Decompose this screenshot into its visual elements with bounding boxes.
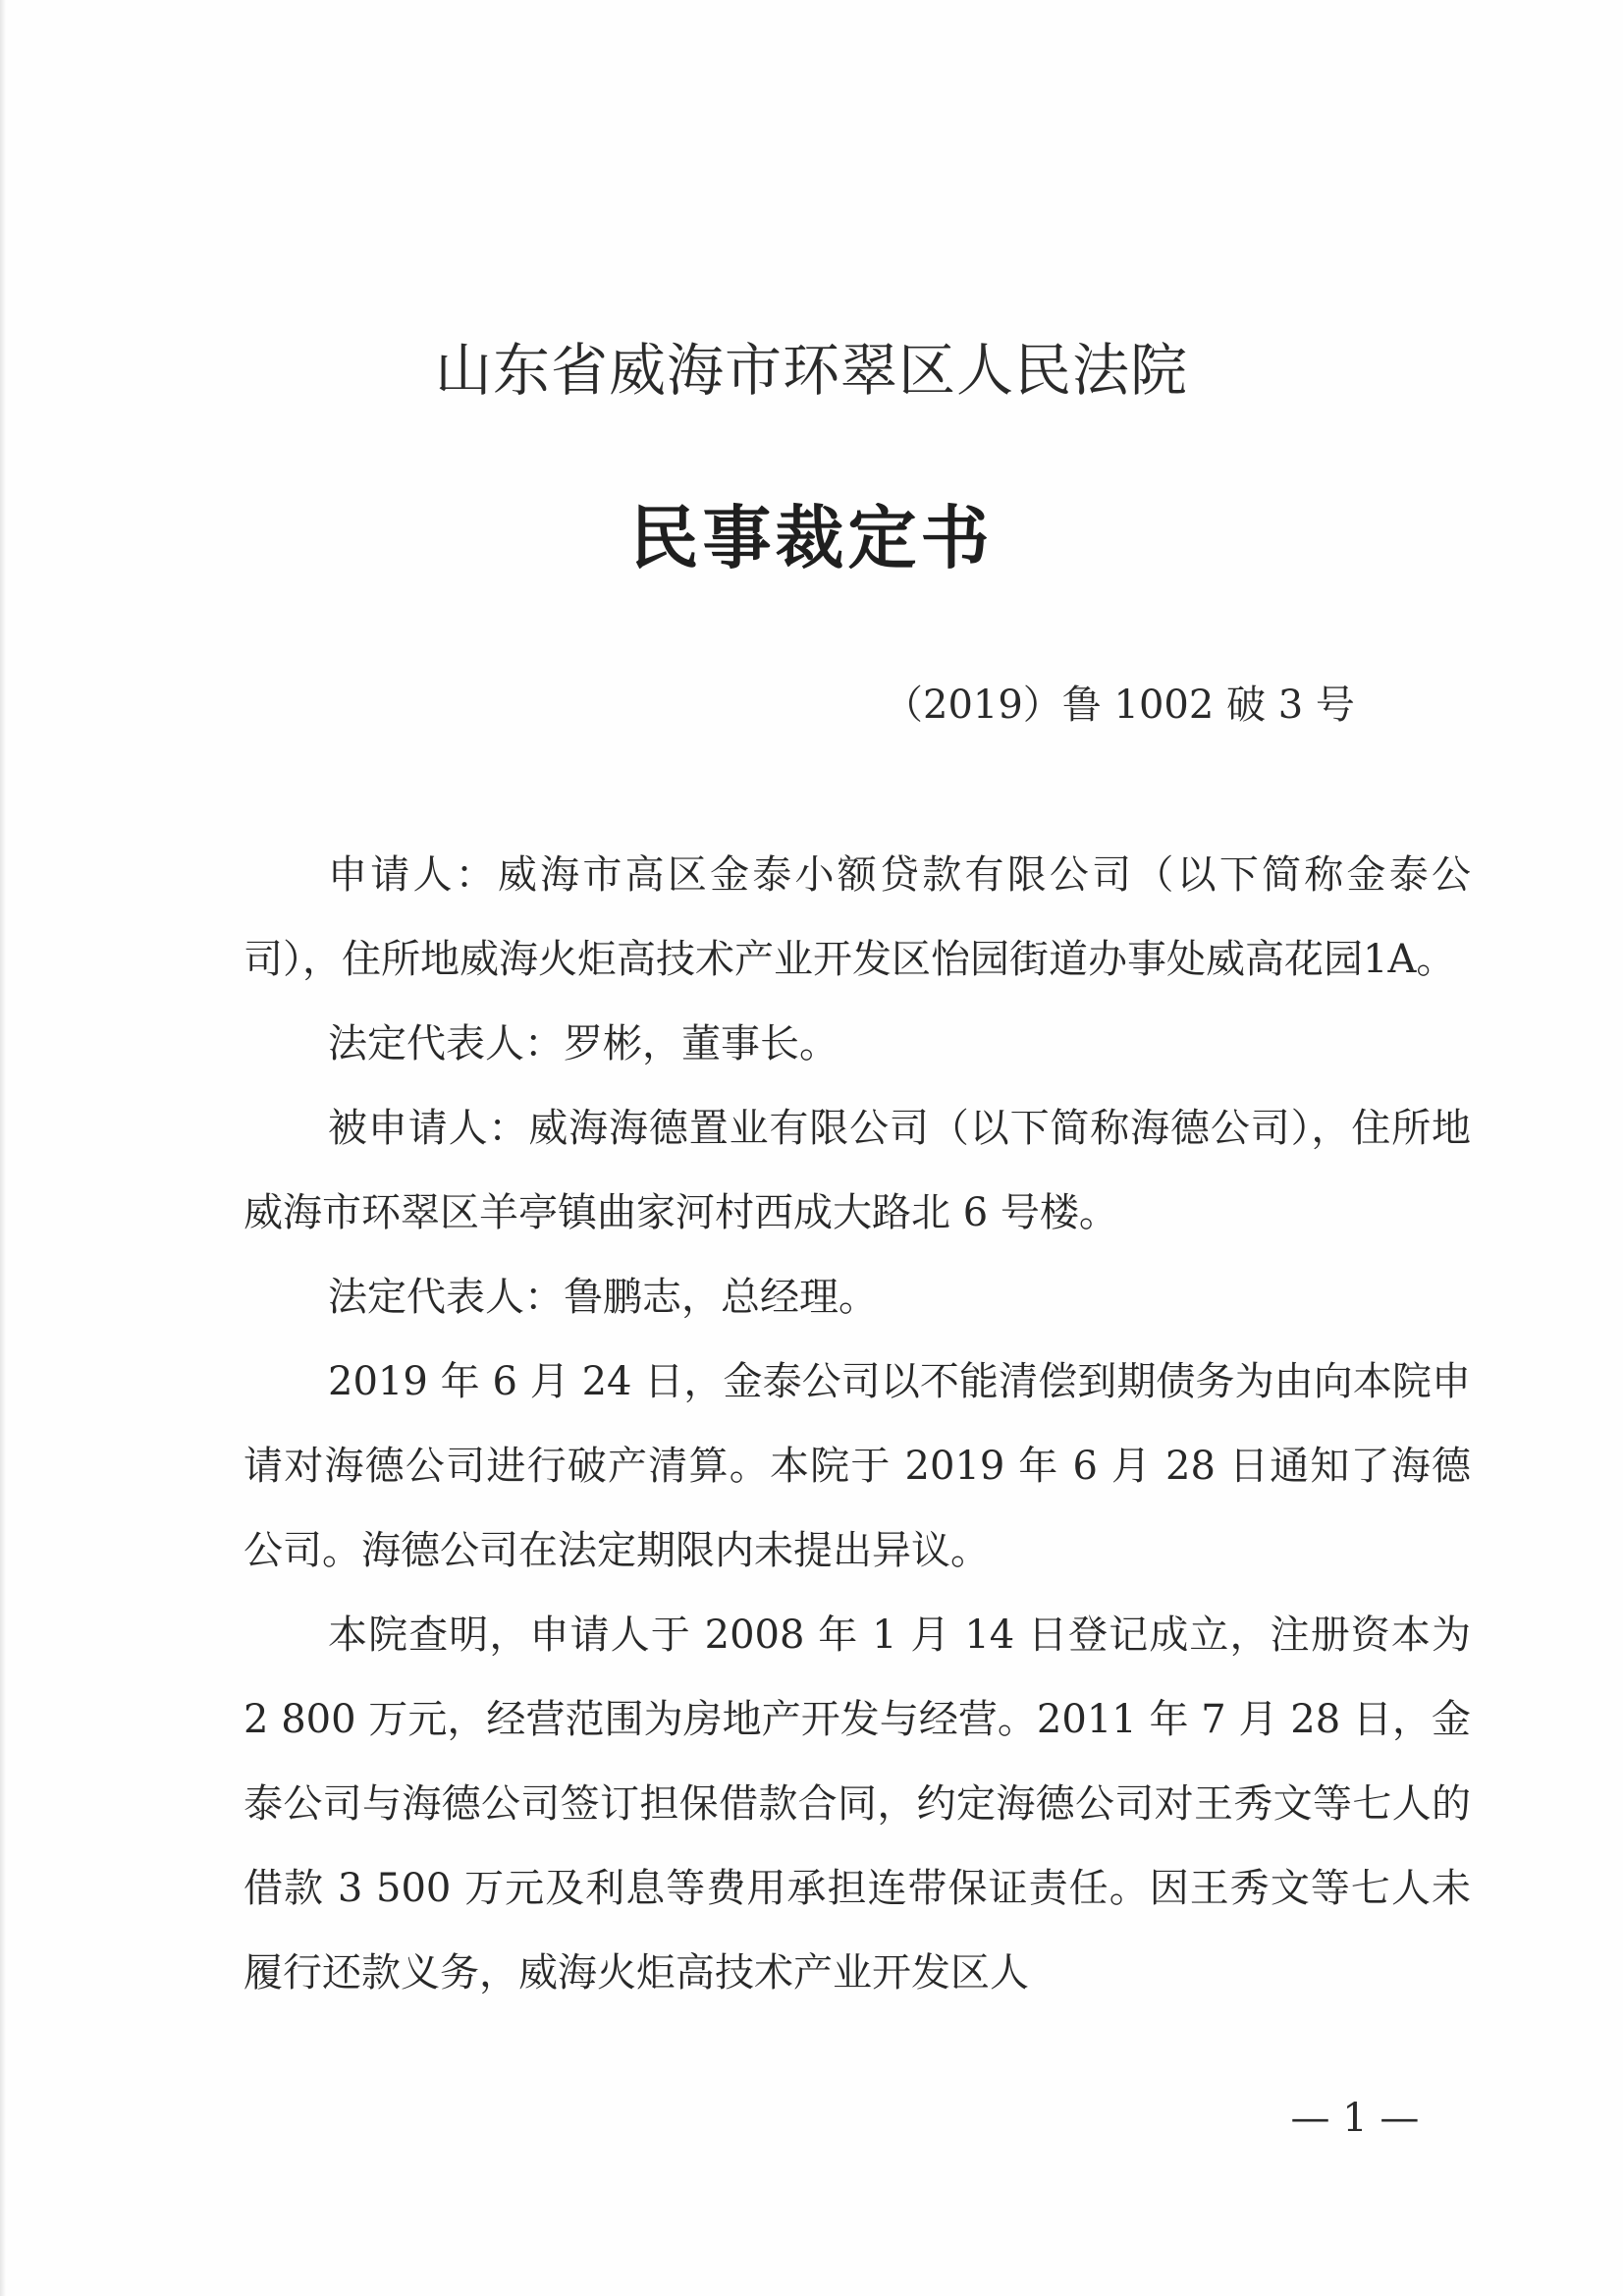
paragraph-applicant: 申请人：威海市高区金泰小额贷款有限公司（以下简称金泰公司），住所地威海火炬高技术产业开发区怡园街道办事处威高花园1A。: [243, 852, 1471, 982]
paragraph-application: 2019 年 6 月 24 日，金泰公司以不能清偿到期债务为由向本院申请对海德公司进行破产清算。本院于 2019 年 6 月 28 日通知了海德公司。海德公司在法定期限内未提出异议。: [243, 1359, 1471, 1573]
document-body: [243, 833, 1471, 2015]
paragraph-applicant-representative: 法定代表人：罗彬，董事长。: [328, 1021, 839, 1066]
document-title: 民事裁定书: [629, 498, 994, 578]
paragraph-respondent-representative: 法定代表人：鲁鹏志，总经理。: [328, 1275, 878, 1320]
court-name: 山东省威海市环翠区人民法院: [434, 337, 1188, 404]
paragraph-respondent: 被申请人：威海海德置业有限公司（以下简称海德公司），住所地威海市环翠区羊亭镇曲家河村西成大路北 6 号楼。: [243, 1106, 1471, 1235]
case-number: （2019）鲁 1002 破 3 号: [884, 683, 1355, 728]
page-number: — 1 —: [1290, 2096, 1420, 2141]
paragraph-findings: 本院查明，申请人于 2008 年 1 月 14 日登记成立，注册资本为 2 800 万元，经营范围为房地产开发与经营。2011 年 7 月 28 日，金泰公司与海德公司签订担保借款合同，约定海德公司对王秀文等七人的借款 3 500 万元及利息等费用承担连带保证责任。因王秀文等七人未履行还款义务，威海火炬高技术产业开发区人: [243, 1613, 1471, 1995]
